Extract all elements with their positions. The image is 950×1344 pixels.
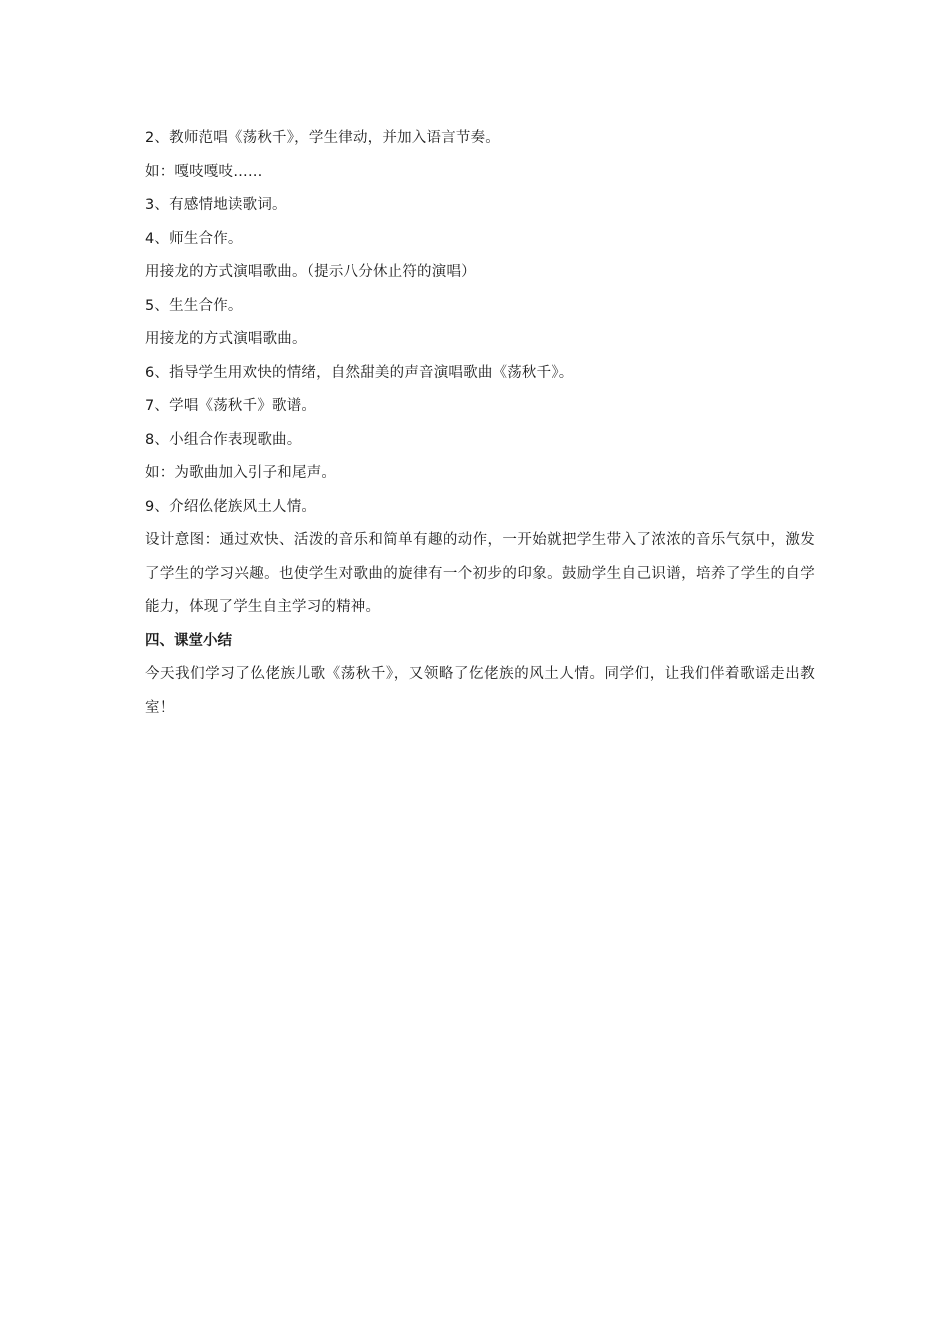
step-8-detail-line: 如：为歌曲加入引子和尾声。 — [145, 465, 337, 481]
step-3-line: 3、有感情地读歌词。 — [145, 197, 287, 213]
summary-paragraph: 今天我们学习了仫佬族儿歌《荡秋千》，又领略了仡佬族的风土人情。同学们，让我们伴着歌谣走出教室！ — [145, 666, 815, 716]
step-5-detail-line: 用接龙的方式演唱歌曲。 — [145, 331, 307, 347]
step-7-line: 7、学唱《荡秋千》歌谱。 — [145, 398, 317, 414]
example-line: 如：嘎吱嘎吱…… — [145, 163, 263, 180]
step-5-line: 5、生生合作。 — [145, 297, 243, 314]
document-body — [145, 122, 815, 725]
step-2-line: 2、教师范唱《荡秋千》，学生律动，并加入语言节奏。 — [145, 130, 500, 146]
step-9-line: 9、介绍仫佬族风土人情。 — [145, 498, 317, 515]
step-4-line: 4、师生合作。 — [145, 230, 243, 247]
section-heading: 四、课堂小结 — [145, 632, 232, 649]
step-4-detail-line: 用接龙的方式演唱歌曲。（提示八分休止符的演唱） — [145, 264, 476, 280]
step-8-line: 8、小组合作表现歌曲。 — [145, 431, 302, 448]
step-6-line: 6、指导学生用欢快的情绪，自然甜美的声音演唱歌曲《荡秋千》。 — [145, 364, 574, 381]
design-intent-paragraph: 设计意图：通过欢快、活泼的音乐和简单有趣的动作，一开始就把学生带入了浓浓的音乐气氛中，激发了学生的学习兴趣。也使学生对歌曲的旋律有一个初步的印象。鼓励学生自己识谱，培养了学生的自学能力，体现了学生自主学习的精神。 — [145, 532, 815, 615]
